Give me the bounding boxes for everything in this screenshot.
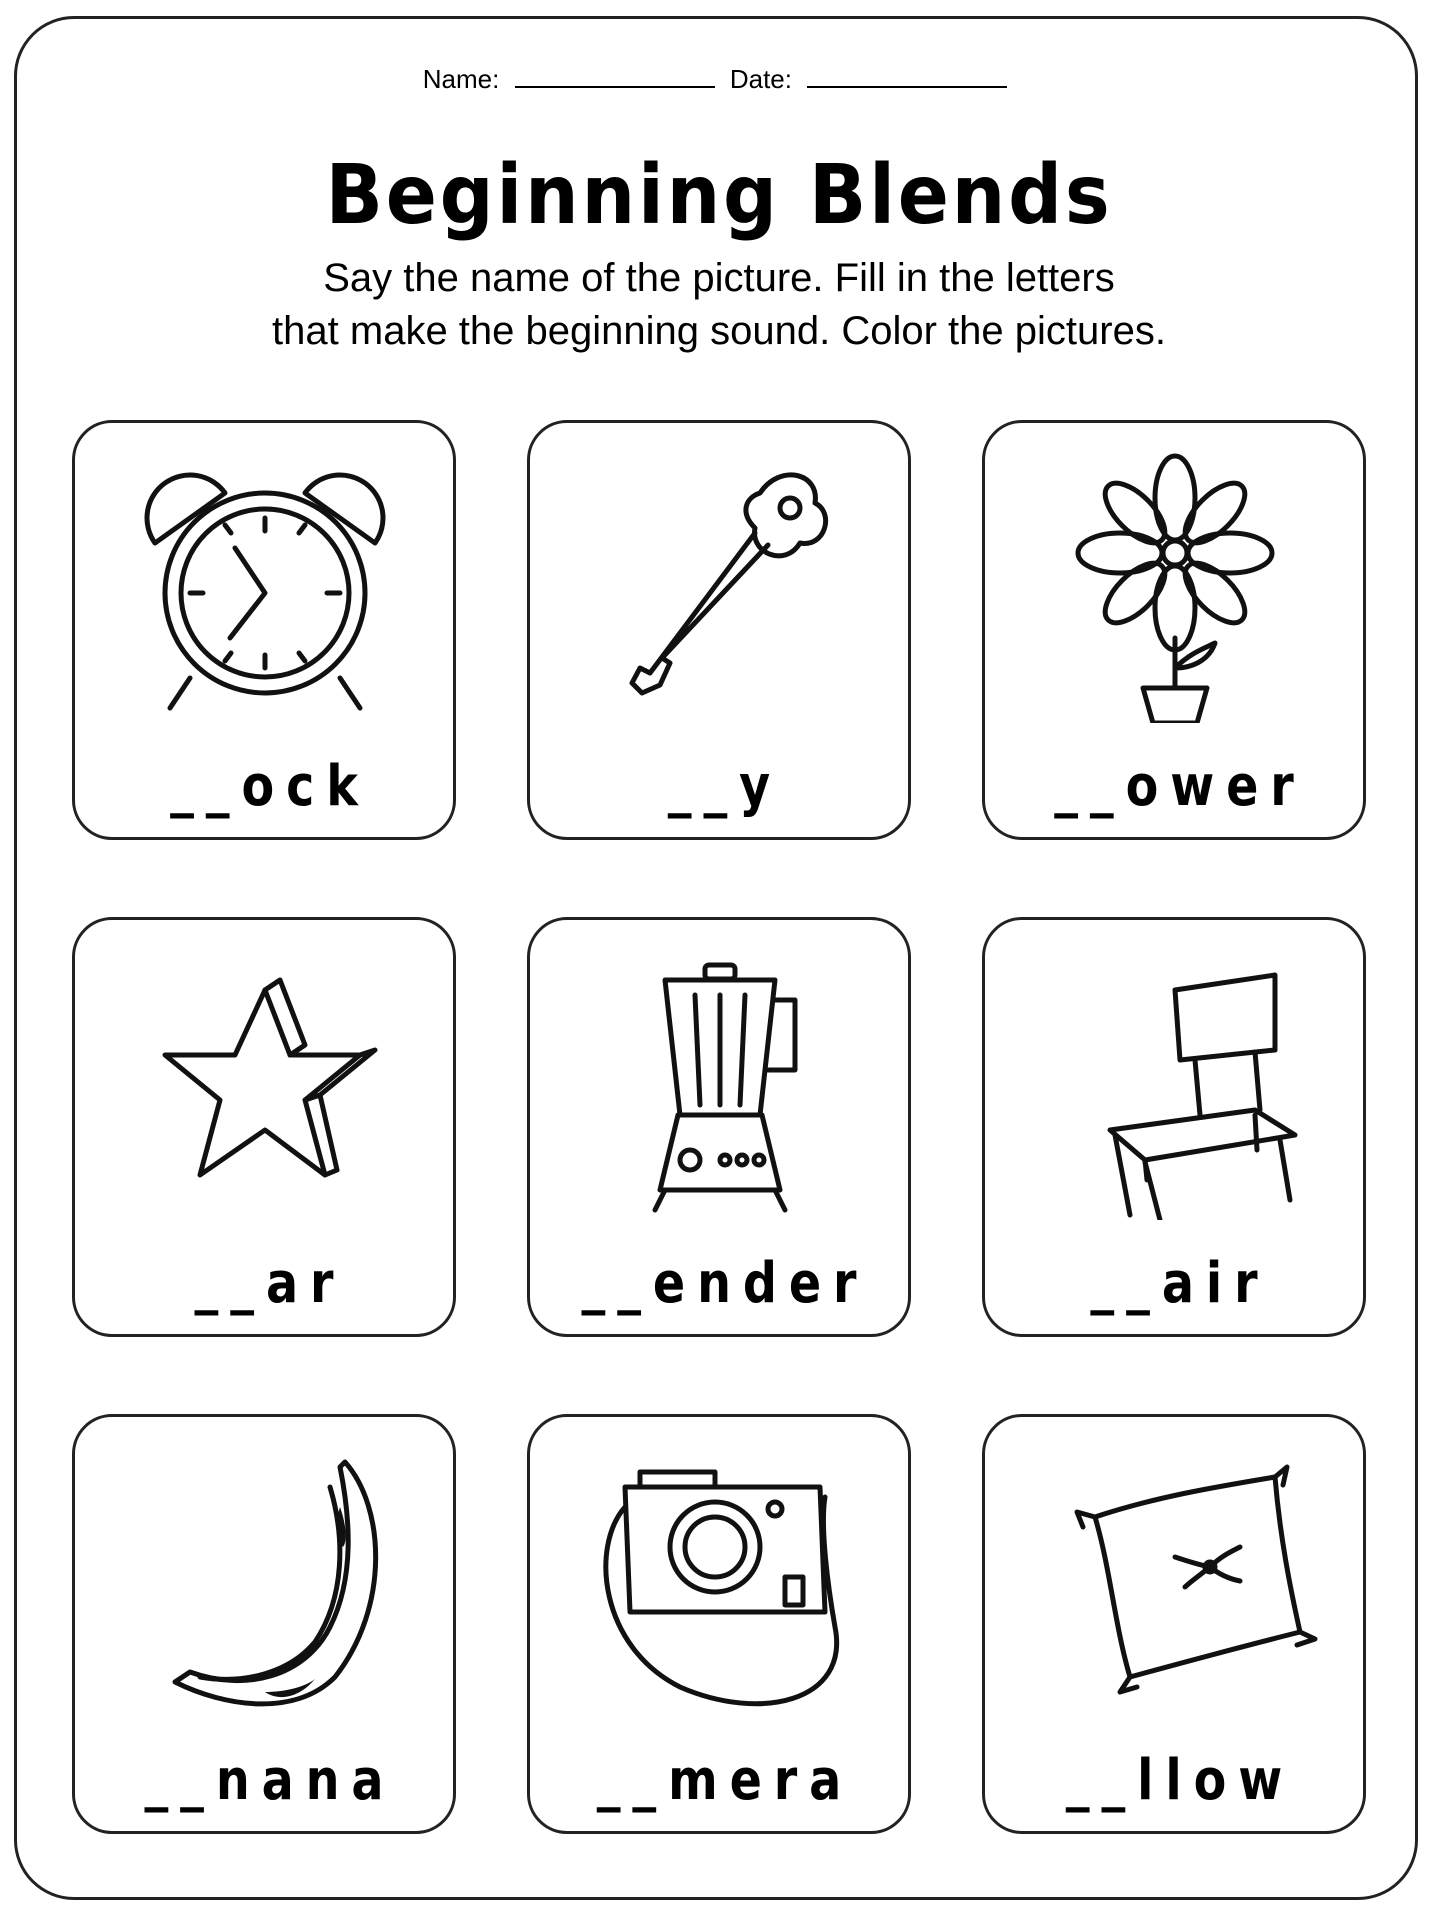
card-banana <box>72 1414 456 1834</box>
card-key <box>527 420 911 840</box>
word-blank: __ock <box>170 754 370 819</box>
word-blank: __mera <box>596 1748 854 1813</box>
word-blank: __ar <box>194 1251 346 1316</box>
name-blank[interactable] <box>515 64 715 88</box>
word-blank: __llow <box>1065 1748 1295 1813</box>
pillow-icon <box>1025 1447 1325 1717</box>
flower-icon <box>1025 453 1325 723</box>
word-blank: __air <box>1090 1251 1270 1316</box>
star-icon <box>115 950 415 1220</box>
instructions <box>0 252 1438 358</box>
page-title: Beginning Blends <box>325 148 1113 243</box>
banana-icon <box>115 1447 415 1717</box>
card-pillow <box>982 1414 1366 1834</box>
alarm-clock-icon <box>115 453 415 723</box>
camera-icon <box>570 1447 870 1717</box>
name-label: Name: <box>422 64 500 94</box>
card-chair <box>982 917 1366 1337</box>
instructions-line-2: that make the beginning sound. Color the pictures. <box>272 309 1166 353</box>
word-blank: __ender <box>581 1251 869 1316</box>
blender-icon <box>570 950 870 1220</box>
name-date-line <box>0 64 1438 95</box>
date-blank[interactable] <box>807 64 1007 88</box>
card-star <box>72 917 456 1337</box>
card-alarm-clock <box>72 420 456 840</box>
key-icon <box>570 453 870 723</box>
card-blender <box>527 917 911 1337</box>
card-flower <box>982 420 1366 840</box>
word-blank: __nana <box>144 1748 396 1813</box>
word-blank: __ower <box>1054 754 1306 819</box>
word-blank: __y <box>667 754 783 819</box>
card-camera <box>527 1414 911 1834</box>
chair-icon <box>1025 950 1325 1220</box>
date-label: Date: <box>729 64 792 94</box>
instructions-line-1: Say the name of the picture. Fill in the letters <box>323 256 1115 300</box>
